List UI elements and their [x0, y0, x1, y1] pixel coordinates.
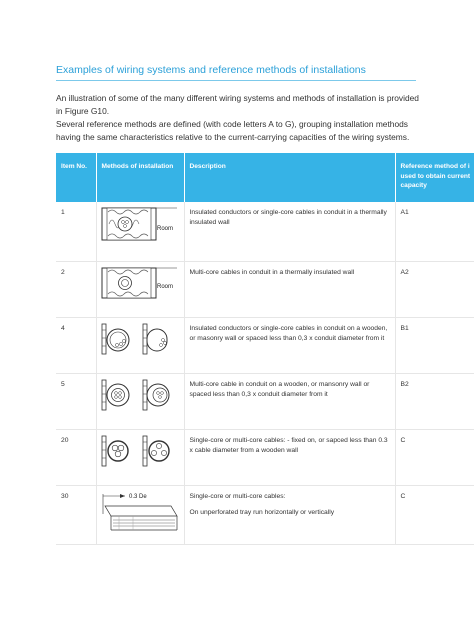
description-text: Single-core or multi-core cables:	[189, 493, 286, 500]
item-number: 2	[56, 262, 96, 318]
room-label: Room	[156, 226, 173, 232]
reference-cell: C	[395, 486, 474, 545]
reference-cell: C	[395, 430, 474, 486]
item-number: 5	[56, 374, 96, 430]
unperforated-tray-icon	[99, 490, 181, 534]
table-row	[56, 262, 474, 318]
table-row	[56, 486, 474, 545]
description-cell: Insulated conductors or single-core cables in conduit in a thermally insulated wall	[184, 202, 395, 262]
item-number: 4	[56, 318, 96, 374]
installation-illustration	[96, 374, 184, 430]
installation-illustration	[96, 202, 184, 262]
reference-cell: B1	[395, 318, 474, 374]
installation-illustration	[96, 262, 184, 318]
table-header-row	[56, 153, 474, 202]
table-row	[56, 318, 474, 374]
arrow-icon	[120, 494, 125, 498]
installation-illustration	[96, 486, 184, 545]
header-description: Description	[184, 153, 395, 202]
description-cell: Single-core or multi-core cables: - fixed on, or sapced less than 0.3 x cable diameter from a wooden wall	[184, 430, 395, 486]
reference-cell: B2	[395, 374, 474, 430]
spacing-label: 0.3 De	[128, 494, 147, 500]
item-number: 30	[56, 486, 96, 545]
description-cell: Multi-core cable in conduit on a wooden, or mansonry wall or spaced less than 0,3 x conduit diameter from it	[184, 374, 395, 430]
item-number: 20	[56, 430, 96, 486]
table-row	[56, 202, 474, 262]
description-cell: Insulated conductors or single-core cables in conduit on a wooden, or masonry wall or spaced less than 0,3 x conduit diameter from it	[184, 318, 395, 374]
reference-cell: A2	[395, 262, 474, 318]
header-item-no: Item No.	[56, 153, 96, 202]
description-cell: Multi-core cables in conduit in a thermally insulated wall	[184, 262, 395, 318]
section-heading: Examples of wiring systems and reference methods of installations	[56, 64, 416, 81]
item-number: 1	[56, 202, 96, 262]
wiring-systems-table	[56, 153, 474, 545]
installation-illustration	[96, 430, 184, 486]
intro-paragraph-1: An illustration of some of the many different wiring systems and methods of installation is provided in Figure G10.	[56, 93, 419, 116]
conduit-in-insulated-wall-icon	[99, 206, 179, 242]
intro-text	[56, 92, 426, 144]
intro-paragraph-2: Several reference methods are defined (with code letters A to G), grouping installation methods having the same characteristics relative to the current-carrying capacities of the wiring systems.	[56, 119, 410, 142]
cable-fixed-on-wall-icon	[99, 434, 181, 468]
description-note: On unperforated tray run horizontally or vertically	[189, 508, 335, 516]
header-reference: Reference method of i used to obtain current capacity	[395, 153, 474, 202]
reference-cell: A1	[395, 202, 474, 262]
header-methods: Methods of installation	[96, 153, 184, 202]
table-row	[56, 430, 474, 486]
multicore-conduit-on-wall-icon	[99, 378, 181, 412]
multicore-conduit-insulated-wall-icon	[99, 266, 179, 300]
table-row	[56, 374, 474, 430]
conduit-on-wall-icon	[99, 322, 181, 356]
room-label: Room	[156, 284, 173, 290]
description-cell	[184, 486, 395, 545]
installation-illustration	[96, 318, 184, 374]
